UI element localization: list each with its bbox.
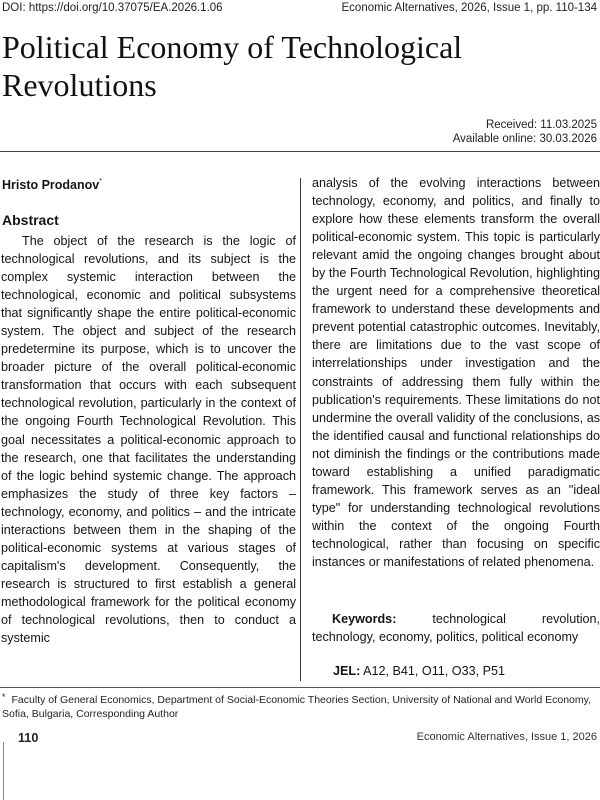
footnote-marker: *	[2, 692, 6, 702]
footnote-text: Faculty of General Economics, Department of Social-Economic Theories Section, University of National and World Economy, Sofia, Bulgaria, Corresponding Author	[2, 694, 592, 720]
abstract-text-left-column: The object of the research is the logic of technological revolutions, and its subject is the complex systemic interaction between the technological, economic and political subsystems that significantly shape the entire political-economic system. The object and subject of the research predetermine its purpose, which is to uncover the broader picture of the overall political-economic transformation that occurs with each subsequent technological revolution, particularly in the context of the ongoing Fourth Technological Revolution. This goal necessitates a political-economic approach to the research, one that facilitates the understanding of the logic behind systemic change. The approach emphasizes the study of three key factors – technology, economy, and politics – and the intricate interactions between them in the shaping of the political-economic systems at various stages of capitalism's development. Consequently, the research is structured to first establish a general methodological framework for the political economy of technological revolutions, then to conduct a systemic	[1, 234, 296, 646]
jel-label: JEL:	[333, 664, 361, 678]
journal-footer: Economic Alternatives, Issue 1, 2026	[416, 731, 597, 743]
abstract-text-right-column: analysis of the evolving interactions between technology, economy, and politics, and finally to explore how these elements transform the overall political-economic system. This topic is particularly relevant amid the ongoing changes brought about by the Fourth Technological Revolution, highlighting the urgent need for a comprehensive theoretical framework to understand these developments and prevent potential catastrophic outcomes. Inevitably, there are limitations due to the vast scope of interrelationships under investigation and the constraints of addressing them fully within the publication's requirements. These limitations do not undermine the overall validity of the conclusions, as the identified causal and functional relationships do not diminish the findings or the contributions made toward establishing a unified paradigmatic framework. This framework serves as an "ideal type" for understanding technological revolutions within the context of the ongoing Fourth technological, rather than focusing on specific instances or manifestations of related phenomena.	[312, 176, 600, 569]
available-online-date: Available online: 30.03.2026	[452, 133, 597, 145]
doi-link[interactable]: DOI: https://doi.org/10.37075/EA.2026.1.06	[2, 2, 223, 14]
abstract-heading: Abstract	[2, 212, 59, 228]
received-date: Received: 11.03.2025	[485, 119, 597, 131]
author-name: Hristo Prodanov	[2, 178, 100, 192]
footnote-rule	[0, 687, 600, 688]
column-divider	[300, 178, 301, 681]
header-rule	[0, 151, 600, 152]
keywords-text: technological revolution, technology, economy, politics, political economy	[312, 612, 600, 645]
footnote	[2, 690, 600, 721]
page-edge-line	[3, 742, 4, 800]
journal-header: Economic Alternatives, 2026, Issue 1, pp. 110-134	[341, 2, 597, 14]
keywords	[312, 610, 600, 646]
paper-title: Political Economy of Technological Revolutions	[2, 29, 463, 103]
jel-text: A12, B41, O11, O33, P51	[363, 664, 505, 678]
author	[2, 174, 102, 193]
jel-codes	[333, 663, 505, 679]
author-footnote-marker[interactable]: *	[99, 178, 102, 185]
keywords-label: Keywords:	[332, 612, 397, 626]
page-number: 110	[18, 731, 39, 745]
